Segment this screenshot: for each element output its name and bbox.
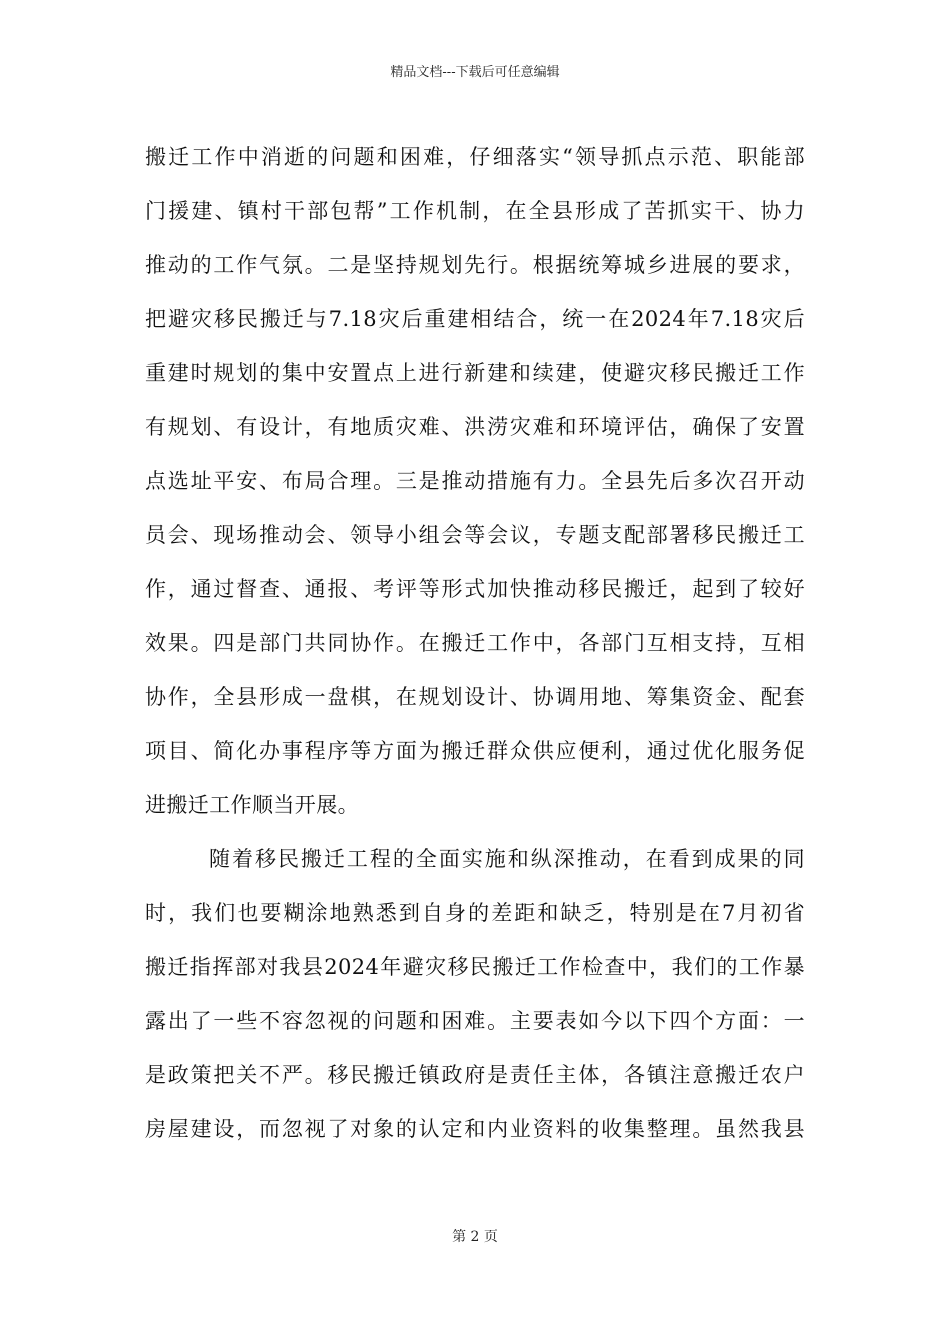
text-line: 效果。四是部门共同协作。在搬迁工作中，各部门互相支持，互相 <box>145 631 805 655</box>
text-line: 点选址平安、布局合理。三是推动措施有力。全县先后多次召开动 <box>145 469 805 493</box>
paragraph-1 <box>145 130 805 832</box>
text-line: 时，我们也要糊涂地熟悉到自身的差距和缺乏，特别是在7月初省 <box>145 901 805 925</box>
page-number: 第 2 页 <box>452 1229 498 1245</box>
text-line: 露出了一些不容忽视的问题和困难。主要表如今以下四个方面：一 <box>145 1009 805 1033</box>
text-line: 推动的工作气氛。二是坚持规划先行。根据统筹城乡进展的要求， <box>145 253 805 277</box>
text-line: 搬迁工作中消逝的问题和困难，仔细落实“领导抓点示范、职能部 <box>145 145 805 169</box>
text-line: 协作，全县形成一盘棋，在规划设计、协调用地、筹集资金、配套 <box>145 685 805 709</box>
text-line: 作，通过督查、通报、考评等形式加快推动移民搬迁，起到了较好 <box>145 577 805 601</box>
text-line: 房屋建设，而忽视了对象的认定和内业资料的收集整理。虽然我县 <box>145 1117 805 1141</box>
page-header: 精品文档---下载后可任意编辑 <box>390 65 560 80</box>
text-line: 员会、现场推动会、领导小组会等会议，专题支配部署移民搬迁工 <box>145 523 805 547</box>
text-line: 是政策把关不严。移民搬迁镇政府是责任主体，各镇注意搬迁农户 <box>145 1063 805 1087</box>
text-line: 重建时规划的集中安置点上进行新建和续建，使避灾移民搬迁工作 <box>145 361 805 385</box>
text-line: 搬迁指挥部对我县2024年避灾移民搬迁工作检查中，我们的工作暴 <box>145 955 805 979</box>
text-line: 门援建、镇村干部包帮”工作机制，在全县形成了苦抓实干、协力 <box>145 199 805 223</box>
text-line: 进搬迁工作顺当开展。 <box>145 793 359 817</box>
text-line: 项目、简化办事程序等方面为搬迁群众供应便利，通过优化服务促 <box>145 739 805 763</box>
document-body <box>145 130 805 1156</box>
text-line: 把避灾移民搬迁与7.18灾后重建相结合，统一在2024年7.18灾后 <box>145 307 805 331</box>
text-line: 随着移民搬迁工程的全面实施和纵深推动，在看到成果的同 <box>209 847 805 871</box>
text-line: 有规划、有设计，有地质灾难、洪涝灾难和环境评估，确保了安置 <box>145 415 805 439</box>
paragraph-2 <box>145 832 805 1156</box>
